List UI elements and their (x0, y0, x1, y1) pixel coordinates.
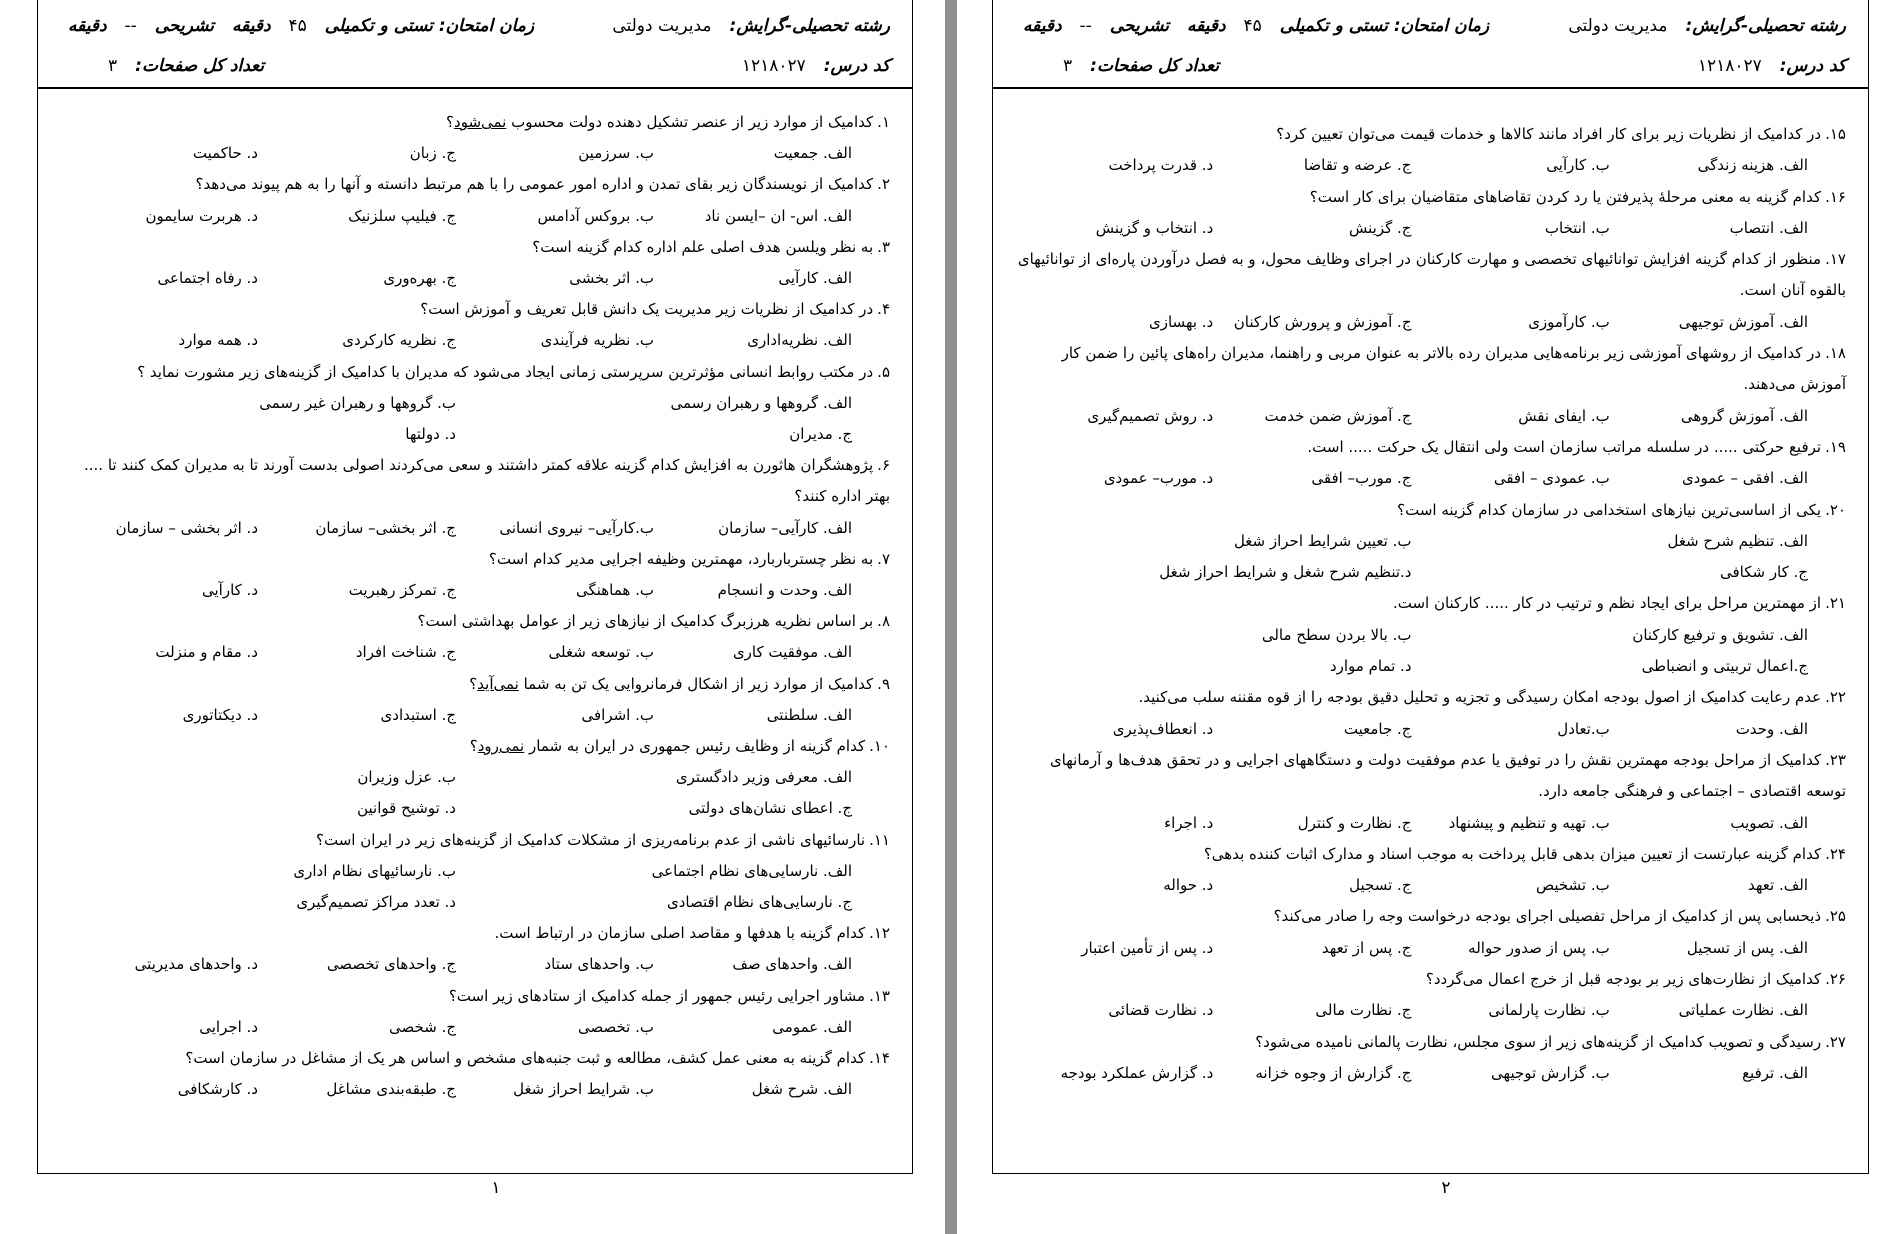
question-number: ۴. (877, 300, 890, 319)
question-text (1015, 964, 1846, 995)
answer-option: ب. شرایط احراز شغل (513, 1080, 654, 1099)
question-text (60, 357, 890, 388)
question-stem: در کدامیک از روشهای آموزشی زیر برنامه‌هایی مدیران رده بالاتر به عنوان مربی و راهنما، مدیران راه‌های پائین را ضمن کار آموزش می‌دهند. (1061, 344, 1846, 394)
answer-option: د. مورب– عمودی (1103, 469, 1214, 488)
answer-option: ب. کارآیی (1546, 156, 1610, 175)
question-item (1015, 119, 1846, 182)
answer-option: الف. موفقیت کاری (732, 643, 852, 662)
question-item (60, 107, 890, 169)
answer-option: ب. ایفای نقش (1518, 406, 1610, 425)
question-text (60, 981, 890, 1012)
answer-option: ب.کارآیی– نیروی انسانی (499, 518, 654, 537)
answer-options (1015, 870, 1846, 901)
answer-option: ج. نظارت و کنترل (1297, 813, 1412, 832)
answer-option: الف. تشویق و ترفیع کارکنان (1632, 625, 1808, 644)
question-stem: در مکتب روابط انسانی مؤثرترین سرپرستی زمانی ایجاد می‌شود که مدیران با کدامیک از گزینه‌های زیر مشورت نماید ؟ (137, 362, 874, 381)
question-stem: منظور از کدام گزینه افزایش توانائیهای تخصصی و مهارت کارکنان در اجرای وظایف محول، و به فصل درآوردن پاره‌ای از توانائیهای بالقوه آنان است. (1017, 250, 1846, 300)
question-number: ۱۵. (1825, 125, 1846, 143)
answer-option: ب. توسعه شغلی (548, 643, 654, 662)
answer-options (1015, 808, 1846, 839)
question-text (60, 669, 890, 700)
answer-option: ب. هماهنگی (575, 581, 654, 600)
answer-option: د. پس از تأمین اعتبار (1081, 938, 1214, 957)
question-stem: کدام گزینه از وظایف رئیس جمهوری در ایران به شمار (524, 737, 866, 756)
answer-option: الف. افقی – عمودی (1681, 469, 1808, 488)
answer-option: د. تمام موارد (1329, 657, 1412, 676)
answer-option: د. مقام و منزلت (155, 643, 258, 662)
question-stem: کدام گزینه عبارتست از تعیین میزان بدهی قابل پرداخت به موجب اسناد و مدارک اثبات کننده بدهی؟ (1203, 844, 1822, 863)
answer-option: ج. پس از تعهد (1321, 938, 1412, 957)
question-number: ۷. (877, 549, 890, 568)
answer-option: د. انعطاف‌پذیری (1112, 719, 1214, 738)
question-number: ۲۱. (1825, 594, 1846, 613)
question-stem: کدامیک از مراحل بودجه مهمترین نقش را در توفیق یا عدم موفقیت دولت و دستگاههای اجرایی و در تحقق هدف‌ها و آرمانهای توسعه اقتصادی – اجتماعی و فرهنگی جامعه دارد. (1049, 750, 1846, 801)
answer-option: د. تعدد مراکز تصمیم‌گیری (296, 893, 456, 912)
page-number: ۲ (1441, 1178, 1451, 1198)
answer-option: الف. آموزش توجیهی (1678, 312, 1808, 331)
answer-option: د. رفاه اجتماعی (157, 269, 258, 288)
question-item (1015, 964, 1846, 1027)
answer-option: الف. وحدت (1735, 719, 1808, 738)
answer-options (1015, 933, 1846, 964)
answer-option: د. اثر بخشی – سازمان (115, 518, 258, 537)
answer-option: ج. تمرکز رهبریت (348, 581, 456, 600)
answer-option: ج. اعطای نشان‌های دولتی (688, 799, 852, 818)
answer-option: ج. گزینش (1349, 218, 1412, 237)
answer-option: ب. بروکس آدامس (537, 206, 654, 225)
answer-option: د. کارآیی (201, 581, 258, 600)
question-text (60, 450, 890, 512)
question-stem: عدم رعایت کدامیک از اصول بودجه امکان رسیدگی و تجزیه و تحلیل دقیق بودجه را از قوه مقننه سلب می‌کنید. (1138, 688, 1822, 707)
question-number: ۱۷. (1825, 250, 1846, 269)
question-stem: رسیدگی و تصویب کدامیک از گزینه‌های زیر از سوی مجلس، نظارت پالمانی نامیده می‌شود؟ (1255, 1032, 1822, 1051)
question-number: ۱۳. (869, 986, 890, 1005)
question-text (1015, 1027, 1846, 1058)
answer-option: ج. اثر بخشی– سازمان (315, 518, 456, 537)
question-item (60, 450, 890, 544)
answer-option: الف. نارسایی‌های نظام اجتماعی (651, 861, 852, 880)
answer-option: الف. تعهد (1748, 876, 1808, 895)
question-stem: پژوهشگران هاثورن به افزایش کدام گزینه علاقه کمتر داشتند و سعی می‌کردند اصولی بدست آورند تا به مدیران کمک کنند تا .... بهتر اداره کنند؟ (84, 456, 890, 506)
answer-options (1015, 995, 1846, 1026)
question-number: ۲۴. (1825, 844, 1846, 863)
answer-option: ج. آموزش و پرورش کارکنان (1233, 312, 1412, 331)
page-frame (37, 0, 913, 1174)
question-number: ۱۶. (1825, 187, 1846, 206)
answer-option: د. نظارت قضائی (1108, 1001, 1214, 1020)
answer-option: ج. جامعیت (1343, 719, 1412, 738)
answer-option: د. حاکمیت (192, 144, 258, 163)
answer-option: د. توشیح قوانین (357, 799, 456, 818)
exam-time: زمان امتحان: تستی و تکمیلی۴۵دقیقهتشریحی--دقیقه (68, 16, 535, 36)
answer-option: ج. واحدهای تخصصی (326, 955, 456, 974)
answer-option: د. اجراء (1164, 813, 1214, 832)
answer-option: الف. کارآیی (778, 269, 852, 288)
answer-option: الف. تصویب (1730, 813, 1808, 832)
question-item (60, 918, 890, 980)
answer-option: د. همه موارد (178, 331, 258, 350)
answer-options (60, 388, 890, 450)
question-text (1015, 338, 1846, 401)
question-number: ۱۰. (869, 737, 890, 756)
question-text (60, 544, 890, 575)
answer-option: د. انتخاب و گزینش (1095, 218, 1214, 237)
answer-option: ب. انتخاب (1544, 218, 1610, 237)
question-emphasis: نمی‌شود (454, 113, 507, 131)
answer-option: الف. کارآیی– سازمان (718, 518, 852, 537)
question-item (1015, 338, 1846, 432)
question-stem: ذیحسابی پس از کدامیک از مراحل تفصیلی اجرای بودجه درخواست وجه را صادر می‌کند؟ (1273, 907, 1822, 926)
question-stem-end: ؟ (469, 737, 478, 756)
answer-option: د. واحدهای مدیریتی (134, 955, 258, 974)
question-stem: یکی از اساسی‌ترین نیازهای استخدامی در سازمان کدام گزینه است؟ (1397, 500, 1822, 519)
answer-option: ب. پس از صدور حواله (1468, 938, 1610, 957)
question-number: ۱۸. (1825, 344, 1846, 363)
question-item (1015, 839, 1846, 902)
answer-options (1015, 463, 1846, 494)
question-stem-end: ؟ (469, 674, 478, 693)
answer-option: ب. عمودی – افقی (1493, 469, 1610, 488)
question-stem: کدامیک از نظارت‌های زیر بر بودجه قبل از خرج اعمال می‌گردد؟ (1425, 970, 1822, 989)
answer-option: الف. نظارت عملیاتی (1678, 1001, 1808, 1020)
answer-option: ب.تعادل (1557, 719, 1610, 738)
answer-options (60, 856, 890, 918)
answer-options (1015, 401, 1846, 432)
answer-option: الف. پس از تسجیل (1686, 938, 1808, 957)
answer-options (1015, 620, 1846, 683)
answer-option: الف. واحدهای صف (732, 955, 852, 974)
answer-option: ب. تخصصی (577, 1017, 654, 1036)
question-text (60, 1043, 890, 1074)
answer-options (1015, 1058, 1846, 1089)
question-item (1015, 244, 1846, 338)
question-stem: ترفیع حرکتی ..... در سلسله مراتب سازمان است ولی انتقال یک حرکت ..... است. (1307, 437, 1822, 456)
answer-option: ب. تشخیص (1535, 876, 1610, 895)
answer-option: الف. ترفیع (1742, 1063, 1808, 1082)
answer-option: ج. زبان (409, 144, 456, 163)
question-text (60, 606, 890, 637)
answer-options (60, 263, 890, 294)
answer-option: د. کارشکافی (177, 1080, 258, 1099)
question-item (60, 232, 890, 294)
question-number: ۸. (877, 612, 890, 631)
field-of-study: رشته تحصیلی-گرایش:مدیریت دولتی (1568, 16, 1846, 36)
question-emphasis: نمی‌رود (477, 737, 525, 756)
question-item (60, 544, 890, 606)
page-header (993, 0, 1868, 89)
question-number: ۲۲. (1825, 688, 1846, 707)
answer-option: الف. نظریه‌اداری (747, 331, 852, 350)
course-code: کد درس:۱۲۱۸۰۲۷ (741, 56, 890, 76)
question-text (60, 731, 890, 762)
question-item (1015, 588, 1846, 682)
answer-option: الف. آموزش گروهی (1680, 406, 1808, 425)
answer-option: د. بهسازی (1149, 312, 1214, 331)
answer-option: د. اجرایی (199, 1017, 258, 1036)
answer-option: د. گزارش عملکرد بودجه (1060, 1063, 1214, 1082)
question-item (60, 981, 890, 1043)
answer-option: ب. تعیین شرایط احراز شغل (1233, 531, 1412, 550)
answer-option: الف. وحدت و انسجام (717, 581, 852, 600)
exam-page-2 (957, 0, 1896, 1234)
exam-page-1 (0, 0, 945, 1234)
answer-options (60, 201, 890, 232)
question-number: ۵. (877, 362, 890, 381)
answer-option: ج. مورب– افقی (1311, 469, 1412, 488)
answer-option: د. دیکتاتوری (182, 705, 258, 724)
answer-options (1015, 714, 1846, 745)
answer-option: ج. عرضه و تقاضا (1303, 156, 1412, 175)
question-text (60, 107, 890, 138)
answer-option: الف. سلطنتی (766, 705, 852, 724)
answer-option: الف. هزینه زندگی (1697, 156, 1808, 175)
question-item (60, 606, 890, 668)
question-emphasis: نمی‌آید (477, 674, 519, 693)
question-text (60, 232, 890, 263)
page-divider (945, 0, 957, 1234)
page-number: ۱ (491, 1178, 501, 1198)
question-item (60, 731, 890, 825)
answer-options (60, 700, 890, 731)
question-item (60, 294, 890, 356)
answer-option: الف. اس- ان –ایسن ناد (704, 206, 852, 225)
answer-option: ج. شخصی (389, 1017, 456, 1036)
question-number: ۲۰. (1825, 500, 1846, 519)
page-frame (992, 0, 1869, 1174)
question-item (1015, 745, 1846, 839)
question-number: ۱۹. (1825, 437, 1846, 456)
answer-option: ج. گزارش از وجوه خزانه (1255, 1063, 1412, 1082)
answer-option: ج. آموزش ضمن خدمت (1264, 406, 1412, 425)
field-of-study: رشته تحصیلی-گرایش:مدیریت دولتی (612, 16, 890, 36)
question-stem: در کدامیک از نظریات زیر مدیریت یک دانش قابل تعریف و آموزش است؟ (420, 300, 874, 319)
answer-option: د. قدرت پرداخت (1108, 156, 1214, 175)
question-text (1015, 901, 1846, 932)
answer-option: د. روش تصمیم‌گیری (1087, 406, 1214, 425)
question-item (60, 825, 890, 919)
question-text (1015, 682, 1846, 713)
question-number: ۱۴. (869, 1049, 890, 1068)
answer-option: الف. انتصاب (1729, 218, 1808, 237)
question-number: ۲۶. (1825, 970, 1846, 989)
answer-option: د. حواله (1163, 876, 1214, 895)
answer-options (1015, 526, 1846, 589)
answer-option: ب. واحدهای ستاد (544, 955, 654, 974)
answer-option: الف. جمعیت (773, 144, 852, 163)
question-item (1015, 901, 1846, 964)
question-text (1015, 839, 1846, 870)
question-number: ۲. (877, 175, 890, 194)
answer-option: ج.اعمال تربیتی و انضباطی (1641, 657, 1808, 676)
answer-option: ج. بهره‌وری (383, 269, 456, 288)
answer-option: ج. شناخت افراد (355, 643, 456, 662)
question-number: ۱۱. (869, 830, 890, 849)
question-item (60, 169, 890, 231)
answer-option: ب. اثر بخشی (569, 269, 654, 288)
question-item (1015, 495, 1846, 589)
question-item (1015, 432, 1846, 495)
question-text (1015, 432, 1846, 463)
answer-option: الف. معرفی وزیر دادگستری (675, 768, 852, 787)
answer-option: د. هربرت سایمون (145, 206, 258, 225)
answer-options (60, 575, 890, 606)
answer-option: ج. تسجیل (1349, 876, 1412, 895)
question-text (60, 294, 890, 325)
question-text (1015, 745, 1846, 808)
question-stem: کدامیک از موارد زیر از اشکال فرمانروایی یک تن به شما (518, 674, 874, 693)
answer-option: د. دولتها (405, 425, 456, 444)
answer-option: الف. عمومی (772, 1017, 852, 1036)
question-item (60, 1043, 890, 1105)
answer-option: ج. مدیران (789, 425, 852, 444)
question-stem: از مهمترین مراحل برای ایجاد نظم و ترتیب در کار ..... کارکنان است. (1392, 594, 1822, 613)
question-list (1015, 119, 1846, 1089)
answer-option: ب. اشرافی (581, 705, 654, 724)
answer-options (1015, 150, 1846, 181)
answer-options (60, 513, 890, 544)
answer-options (1015, 307, 1846, 338)
answer-option: د.تنظیم شرح شغل و شرایط احراز شغل (1159, 563, 1412, 582)
question-number: ۳. (877, 237, 890, 256)
question-number: ۲۳. (1825, 750, 1846, 769)
answer-options (60, 949, 890, 980)
question-list (60, 107, 890, 1106)
question-text (1015, 495, 1846, 526)
answer-options (60, 325, 890, 356)
question-item (1015, 1027, 1846, 1090)
question-text (60, 918, 890, 949)
question-item (1015, 182, 1846, 245)
answer-option: ب. تهیه و تنظیم و پیشنهاد (1448, 813, 1610, 832)
question-number: ۲۵. (1825, 907, 1846, 926)
answer-option: ج. استبدادی (380, 705, 456, 724)
answer-option: الف. شرح شغل (751, 1080, 852, 1099)
answer-option: ب. نظارت پارلمانی (1488, 1001, 1610, 1020)
question-stem: به نظر ویلسن هدف اصلی علم اداره کدام گزینه است؟ (532, 237, 874, 256)
question-item (60, 669, 890, 731)
total-pages: تعداد کل صفحات:۳ (108, 56, 265, 76)
answer-options (60, 1074, 890, 1105)
question-stem-end: ؟ (446, 113, 455, 131)
answer-option: ج. کار شکافی (1719, 563, 1808, 582)
question-stem: کدامیک از نویسندگان زیر بقای تمدن و اداره امور عمومی را با هم مرتبط دانسته و آنها را به هم پیوند می‌دهد؟ (195, 175, 874, 194)
answer-option: ب. بالا بردن سطح مالی (1261, 625, 1412, 644)
question-text (60, 825, 890, 856)
answer-option: ج. نارسایی‌های نظام اقتصادی (667, 893, 852, 912)
question-stem: کدام گزینه به معنی مرحلهٔ پذیرفتن یا رد کردن تقاضاهای متقاضیان برای کار است؟ (1309, 187, 1822, 206)
question-number: ۹. (877, 674, 890, 693)
answer-option: الف. تنظیم شرح شغل (1667, 531, 1808, 550)
answer-option: الف. گروهها و رهبران رسمی (670, 393, 852, 412)
answer-option: ج. طبقه‌بندی مشاغل (326, 1080, 456, 1099)
answer-option: ب. گروهها و رهبران غیر رسمی (259, 393, 456, 412)
answer-option: ب. عزل وزیران (357, 768, 456, 787)
question-stem: نارسائیهای ناشی از عدم برنامه‌ریزی از مشکلات کدامیک از گزینه‌های زیر در ایران است؟ (316, 830, 866, 849)
question-number: ۶. (877, 456, 890, 475)
answer-option: ب. گزارش توجیهی (1491, 1063, 1610, 1082)
question-item (60, 357, 890, 451)
answer-option: ج. فیلیپ سلزنیک (348, 206, 456, 225)
question-text (1015, 182, 1846, 213)
answer-options (60, 1012, 890, 1043)
question-stem: مشاور اجرایی رئیس جمهور از جمله کدامیک از ستادهای زیر است؟ (448, 986, 866, 1005)
exam-time: زمان امتحان: تستی و تکمیلی۴۵دقیقهتشریحی--دقیقه (1023, 16, 1490, 36)
answer-options (60, 762, 890, 824)
question-number: ۱۲. (869, 924, 890, 943)
question-text (1015, 244, 1846, 307)
question-item (1015, 682, 1846, 745)
question-stem: کدام گزینه با هدفها و مقاصد اصلی سازمان در ارتباط است. (494, 924, 866, 943)
question-stem: در کدامیک از نظریات زیر برای کار افراد مانند کالاها و خدمات قیمت می‌توان تعیین کرد؟ (1276, 125, 1822, 143)
answer-options (60, 138, 890, 169)
page-header (38, 0, 912, 89)
answer-option: ب. نظریه فرآیندی (540, 331, 654, 350)
answer-options (1015, 213, 1846, 244)
course-code: کد درس:۱۲۱۸۰۲۷ (1697, 56, 1846, 76)
answer-option: ب. کارآموزی (1528, 312, 1610, 331)
answer-options (60, 637, 890, 668)
question-stem: کدامیک از موارد زیر از عنصر تشکیل دهنده دولت محسوب (506, 113, 874, 131)
answer-option: ج. نظارت مالی (1315, 1001, 1412, 1020)
question-stem: کدام گزینه به معنی عمل کشف، مطالعه و ثبت جنبه‌های مشخص و اساس هر یک از مشاغل در سازمان است؟ (185, 1049, 866, 1068)
question-text (1015, 119, 1846, 150)
answer-option: ج. نظریه کارکردی (342, 331, 456, 350)
question-text (60, 169, 890, 200)
question-number: ۱. (877, 113, 890, 131)
answer-option: ب. سرزمین (578, 144, 654, 163)
answer-option: ب. نارسائیهای نظام اداری (293, 861, 456, 880)
total-pages: تعداد کل صفحات:۳ (1063, 56, 1220, 76)
question-stem: به نظر چسترباربارد، مهمترین وظیفه اجرایی مدیر کدام است؟ (488, 549, 874, 568)
question-stem: بر اساس نظریه هرزبرگ کدامیک از نیازهای زیر از عوامل بهداشتی است؟ (417, 612, 874, 631)
question-number: ۲۷. (1825, 1032, 1846, 1051)
question-text (1015, 588, 1846, 619)
